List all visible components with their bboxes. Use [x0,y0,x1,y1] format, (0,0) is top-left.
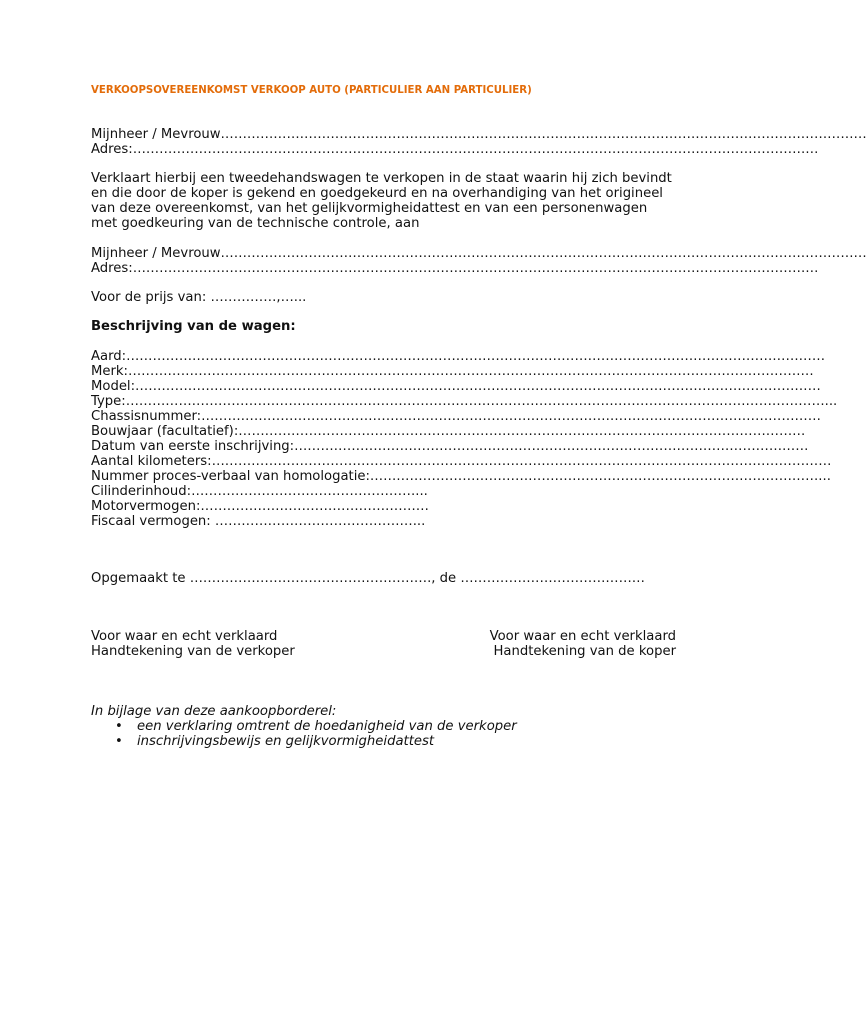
annex-heading: In bijlage van deze aankoopborderel: [91,704,337,719]
field-aard: Aard:…………………………………………………………………………………………………………………………………………… [91,349,826,364]
field-type: Type:……………………………………………………………………………………………………………………………………………... [91,394,838,409]
annex-item-text: een verklaring omtrent de hoedanigheid van de verkoper [137,719,517,734]
seller-address-line: Adres:………………………………………………………………………………………………………………………………………… [91,142,819,157]
buyer-name-line: Mijnheer / Mevrouw………………………………………………………………………………………………………………………………… [91,246,867,261]
field-chassisnummer: Chassisnummer:…………………………………………………………………………………………………………………………… [91,409,821,424]
bullet-icon: • [115,734,123,749]
annex-item-text: inschrijvingsbewijs en gelijkvormigheidattest [137,734,435,749]
document-title: VERKOOPSOVEREENKOMST VERKOOP AUTO (PARTICULIER AAN PARTICULIER) [91,85,532,96]
annex-item [115,734,517,749]
buyer-address-line: Adres:………………………………………………………………………………………………………………………………………… [91,261,819,276]
field-motorvermogen: Motorvermogen:……………………………………………. [91,499,429,514]
annex-section [91,704,517,749]
annex-list [91,719,517,749]
buyer-section [91,246,867,276]
field-merk: Merk:………………………………………………………………………………………………………………………………………… [91,364,814,379]
declaration-paragraph: Verklaart hierbij een tweedehandswagen te verkopen in de staat waarin hij zich bevindt en die door de koper is gekend en goedgekeurd en na overhandiging van het origineel van deze overeenkomst, van het gelijkvormigheidattest en van een personenwagen met goedkeuring van de technische controle, aan [91,171,672,231]
place-date-line: Opgemaakt te ………………………………………………., de …………………………………… [91,571,645,586]
seller-signature-block [91,629,295,659]
buyer-signature-line2: Handtekening van de koper [493,644,676,659]
seller-name-line: Mijnheer / Mevrouw………………………………………………………………………………………………………………………………… [91,127,867,142]
bullet-icon: • [115,719,123,734]
seller-signature-line2: Handtekening van de verkoper [91,644,295,659]
field-bouwjaar: Bouwjaar (facultatief):………………………………………………………………………………………………………………… [91,424,806,439]
vehicle-fields [91,349,838,529]
field-cilinderinhoud: Cilinderinhoud:……………………………………………... [91,484,428,499]
price-line: Voor de prijs van: ……………,…... [91,290,307,305]
field-aantal-kilometers: Aantal kilometers:…………………………………………………………………………………………………………………………… [91,454,832,469]
seller-section [91,127,867,157]
buyer-signature-line1: Voor waar en echt verklaard [489,629,676,644]
field-fiscaal-vermogen: Fiscaal vermogen: ………………………………………... [91,514,426,529]
field-datum-eerste-inschrijving: Datum van eerste inschrijving:……………………………………………………………………………………………………… [91,439,809,454]
field-proces-verbaal: Nummer proces-verbaal van homologatie:…………………………………………………………………………………………... [91,469,831,484]
field-model: Model:………………………………………………………………………………………………………………………………………… [91,379,821,394]
seller-signature-line1: Voor waar en echt verklaard [91,629,278,644]
annex-item [115,719,517,734]
vehicle-heading: Beschrijving van de wagen: [91,319,296,334]
buyer-signature-block [490,629,676,659]
